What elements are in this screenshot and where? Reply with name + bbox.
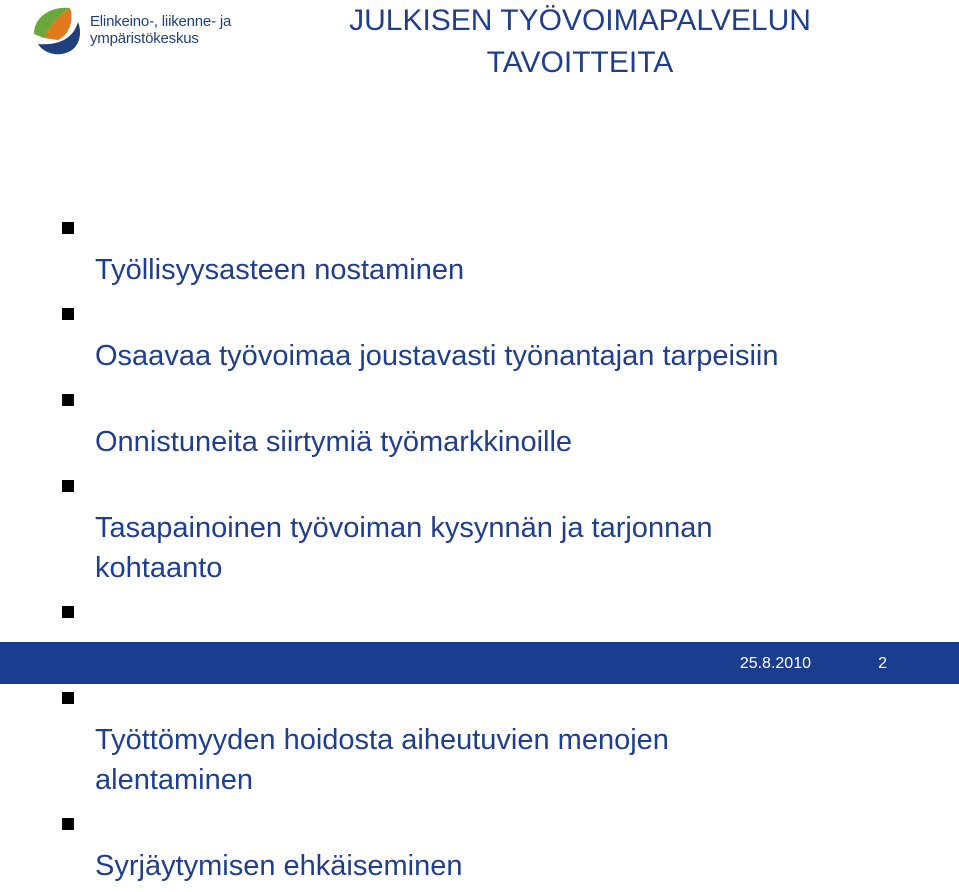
square-bullet-icon (62, 394, 74, 406)
bullet-text: Syrjäytymisen ehkäiseminen (95, 850, 463, 882)
bullet-item (62, 806, 922, 886)
title-line-1: JULKISEN TYÖVOIMAPALVELUN (349, 4, 811, 37)
square-bullet-icon (62, 692, 74, 704)
square-bullet-icon (62, 222, 74, 234)
bullet-text: Tasapainoinen työvoiman kysynnän ja tarjonnan kohtaanto (95, 512, 713, 584)
bullet-item (62, 382, 922, 462)
footer-date: 25.8.2010 (739, 655, 811, 672)
page-number: 2 (878, 655, 887, 672)
bullet-text: Työllisyysasteen nostaminen (95, 254, 465, 286)
square-bullet-icon (62, 480, 74, 492)
logo-line-2: ympäristökeskus (90, 30, 199, 47)
ely-logo-text (90, 13, 231, 47)
ely-leaf-logo-icon (30, 4, 86, 60)
square-bullet-icon (62, 818, 74, 830)
bullet-text: Työttömyyden hoidosta aiheutuvien menojen alentaminen (95, 724, 669, 796)
bullet-item (62, 680, 922, 800)
slide-title (300, 0, 860, 84)
ely-logo (30, 4, 260, 60)
bullet-item (62, 296, 922, 376)
title-line-2: TAVOITTEITA (486, 46, 674, 79)
bullet-item (62, 468, 922, 588)
square-bullet-icon (62, 606, 74, 618)
bullet-item (62, 210, 922, 290)
bullet-list (62, 210, 922, 892)
bullet-text: Onnistuneita siirtymiä työmarkkinoille (95, 426, 573, 458)
square-bullet-icon (62, 308, 74, 320)
logo-line-1: Elinkeino-, liikenne- ja (90, 13, 232, 30)
bullet-text: Osaavaa työvoimaa joustavasti työnantajan tarpeisiin (95, 340, 779, 372)
footer-bar (0, 642, 959, 684)
